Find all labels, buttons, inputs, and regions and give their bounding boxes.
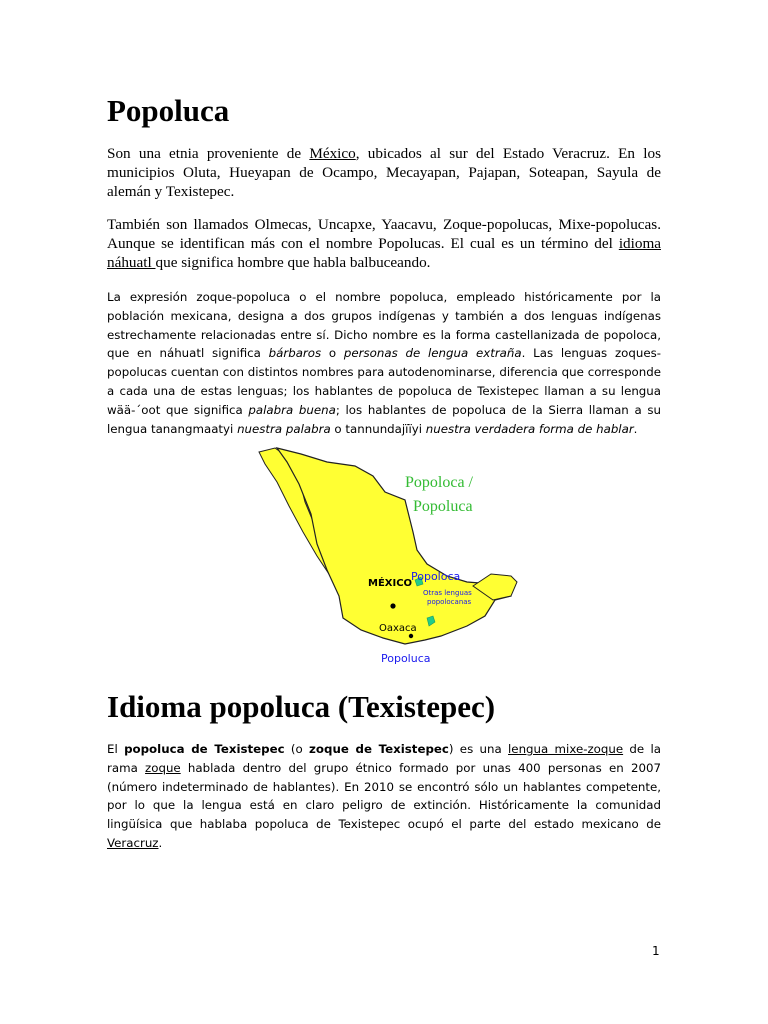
link-idioma-nahuatl[interactable]: idioma náhuatl (107, 234, 661, 271)
map-title-line2: Popoluca (413, 498, 473, 515)
italic-term: personas de lengua extraña (343, 346, 522, 361)
map-label-mexico: MÉXICO (368, 578, 413, 589)
map-label-otras-lenguas: Otras lenguas (423, 589, 472, 597)
italic-term: bárbaros (268, 346, 322, 361)
italic-term: palabra buena (248, 402, 336, 417)
map-label-popolocanas: popolocanas (427, 598, 472, 606)
italic-term: nuestra palabra (237, 421, 331, 436)
section-title-popoluca: Popoluca (107, 93, 230, 128)
paragraph-text: Son una etnia proveniente de (107, 145, 310, 162)
italic-term: nuestra verdadera forma de hablar (425, 421, 634, 436)
page-number: 1 (652, 944, 660, 958)
paragraph-text: de la rama (107, 742, 661, 775)
map-title-line1: Popoloca / (405, 474, 473, 491)
paragraph-intro (107, 145, 661, 201)
oaxaca-dot (409, 634, 413, 638)
paragraph-text: (o (284, 742, 310, 756)
paragraph-text: hablada dentro del grupo étnico formado por unas 400 personas en 2007 (número indeterminado de hablantes). En 2010 se encontró sólo un hablantes competente, por lo que la lengua está en claro peligro de extinción. Históricamente la comunidad lingüísica que hablaba popoluca de Texistepec ocupó el parte del estado mexicano de (107, 760, 661, 832)
paragraph-idioma (107, 740, 661, 853)
paragraph-text: También son llamados Olmecas, Uncapxe, Yaacavu, Zoque-popolucas, Mixe-popolucas. Aunque se identifican más con el nombre Popolucas. El cual es un término del (107, 216, 661, 252)
section-title-idioma-popoluca: Idioma popoluca (Texistepec) (107, 689, 496, 724)
paragraph-text: ; los hablantes de popoluca de la Sierra llaman a su lengua tanangmaatyi (107, 402, 661, 436)
paragraph-text: La expresión zoque-popoluca o el nombre popoluca, empleado históricamente por la población mexicana, designa a dos grupos indígenas y también a dos lenguas indígenas estrechamente relacionadas entre sí. Dicho nombre es la forma castellanizada de popoloca, que en náhuatl significa (107, 290, 661, 361)
link-mexico[interactable]: México (309, 145, 356, 162)
paragraph-text: o tannundajïïyi (330, 421, 426, 436)
paragraph-text: que significa hombre que habla balbuceando. (155, 253, 431, 271)
paragraph-text: El (107, 742, 125, 756)
map-label-popoluca: Popoluca (381, 652, 431, 665)
paragraph-text: , ubicados al sur del Estado Veracruz. En los municipios Oluta, Hueyapan de Ocampo, Mecayapan, Pajapan, Soteapan, Sayula de alemán y Texistepec. (107, 145, 661, 200)
link-zoque[interactable]: zoque (145, 760, 181, 775)
paragraph-text: o (321, 346, 344, 361)
link-lengua-mixe-zoque[interactable]: lengua mixe-zoque (508, 742, 624, 756)
bold-term: popoluca de Texistepec (124, 742, 285, 756)
paragraph-text: ) es una (448, 742, 509, 756)
bold-term: zoque de Texistepec (309, 742, 449, 756)
paragraph-text: . (633, 421, 638, 436)
map-label-oaxaca: Oaxaca (379, 623, 417, 634)
link-veracruz[interactable]: Veracruz (107, 835, 159, 850)
paragraph-names (107, 216, 661, 272)
paragraph-text: . (158, 835, 163, 850)
paragraph-text: . Las lenguas zoques-popolucas cuentan con distintos nombres para autodenominarse, diferencia que corresponde a cada una de estas lenguas; los hablantes de popoluca de Texistepec llaman a su lengua wää-´oot que significa (107, 346, 662, 417)
map-popoloca-popoluca (255, 446, 520, 670)
mexico-city-dot (390, 603, 395, 608)
mexico-map-illustration (255, 446, 520, 670)
paragraph-expression (107, 288, 661, 438)
map-label-popoloca: Popoloca (411, 570, 461, 583)
